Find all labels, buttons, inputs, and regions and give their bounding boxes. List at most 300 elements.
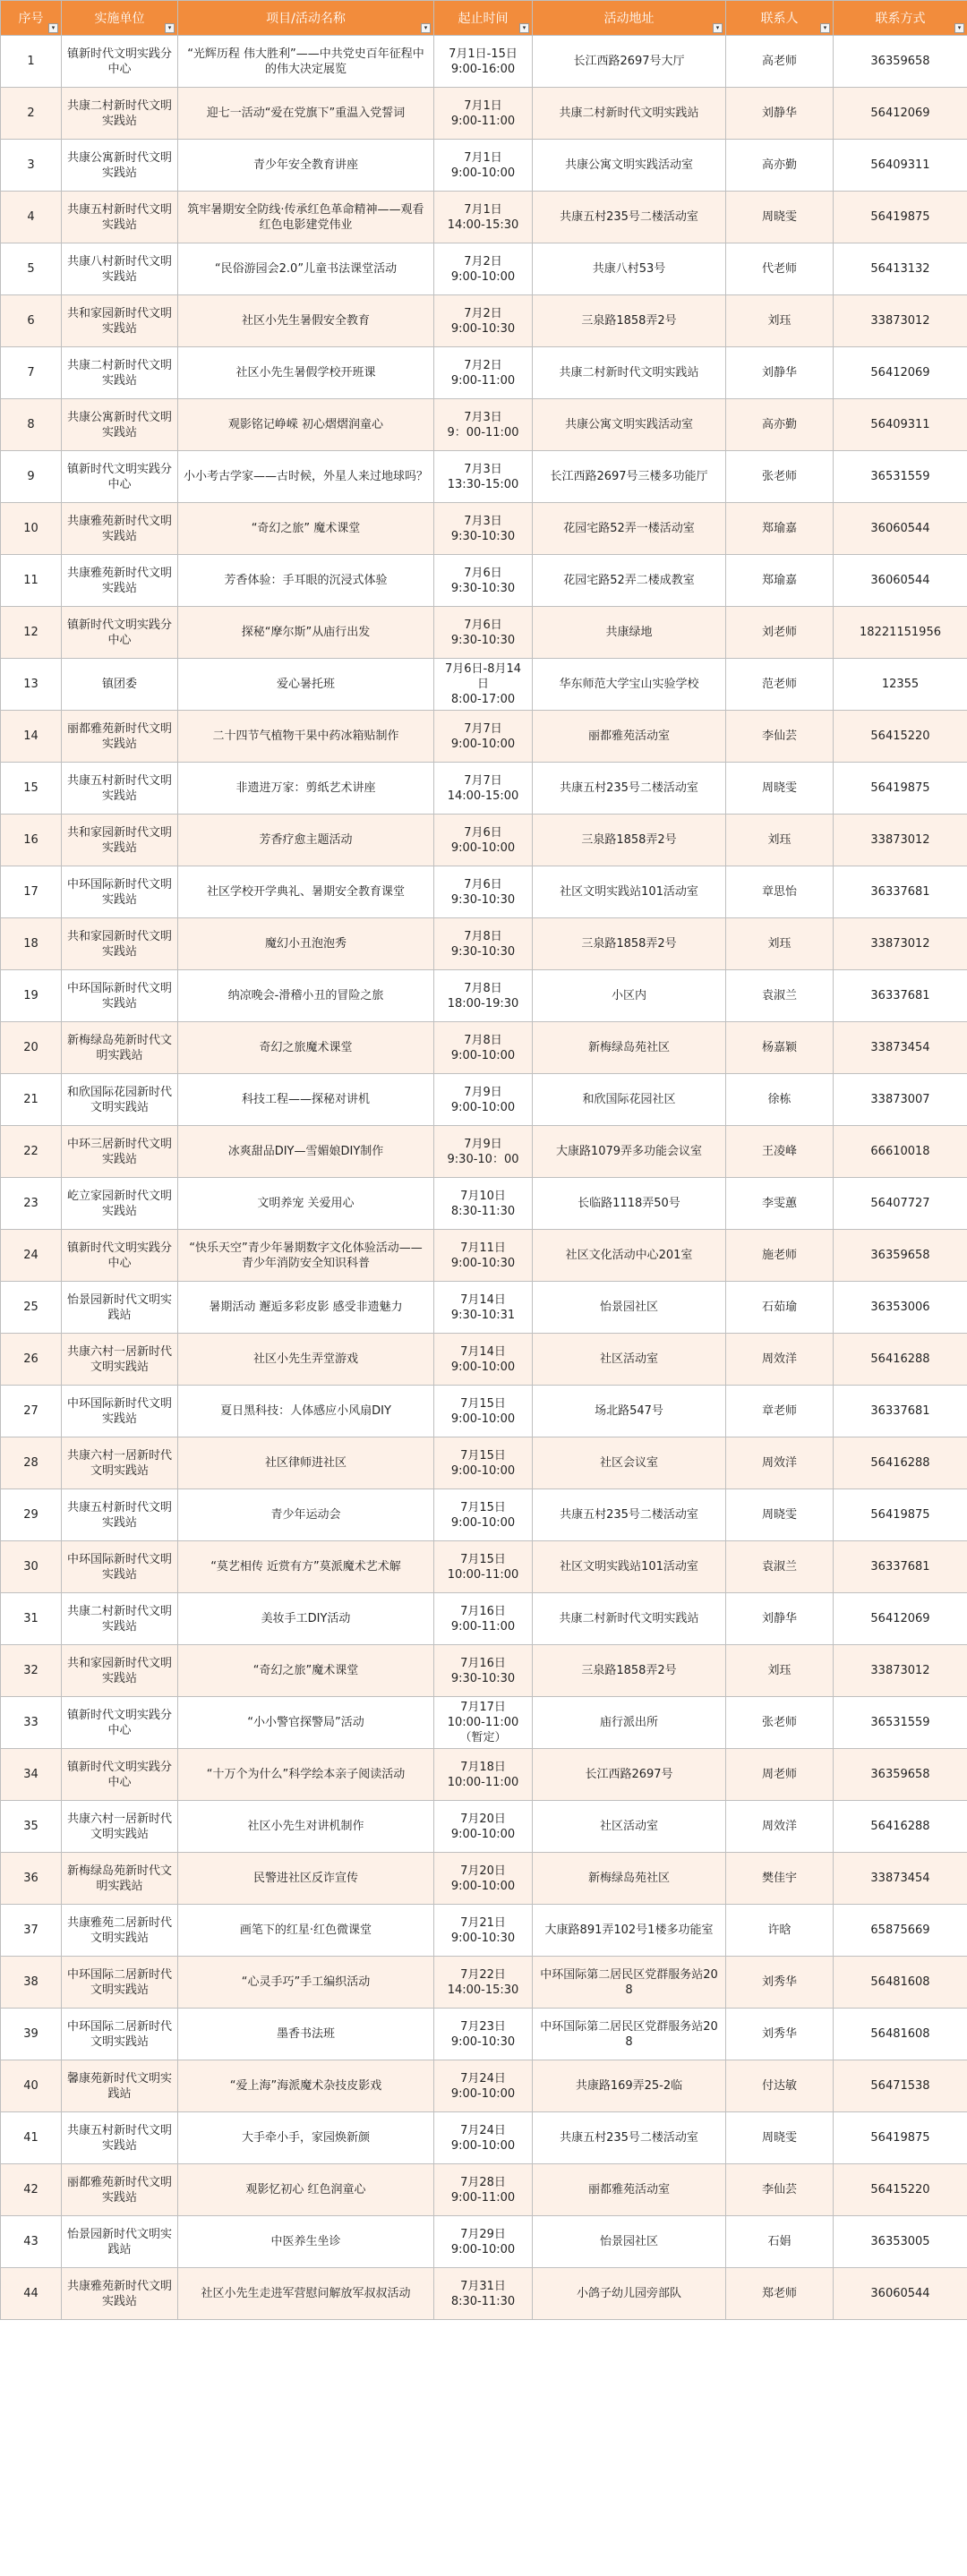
cell-time[interactable]: 7月8日 18:00-19:30 [434,970,533,1022]
cell-contact[interactable]: 刘秀华 [726,2009,834,2060]
cell-time[interactable]: 7月15日 9:00-10:00 [434,1437,533,1489]
cell-address[interactable]: 长临路1118弄50号 [533,1178,726,1230]
cell-address[interactable]: 大康路1079弄多功能会议室 [533,1126,726,1178]
cell-contact[interactable]: 周晓雯 [726,2112,834,2164]
cell-serial[interactable]: 31 [1,1593,62,1645]
cell-time[interactable]: 7月23日 9:00-10:30 [434,2009,533,2060]
cell-time[interactable]: 7月31日 8:30-11:30 [434,2268,533,2320]
cell-organizer[interactable]: 共康二村新时代文明实践站 [62,1593,178,1645]
cell-time[interactable]: 7月8日 9:00-10:00 [434,1022,533,1074]
cell-organizer[interactable]: 屹立家园新时代文明实践站 [62,1178,178,1230]
cell-serial[interactable]: 24 [1,1230,62,1282]
cell-phone[interactable]: 56416288 [834,1334,967,1386]
column-header-activity[interactable]: 项目/活动名称 ▾ [178,1,434,36]
cell-address[interactable]: 新梅绿岛苑社区 [533,1022,726,1074]
cell-serial[interactable]: 14 [1,711,62,763]
cell-activity[interactable]: 文明养宠 关爱用心 [178,1178,434,1230]
cell-serial[interactable]: 32 [1,1645,62,1697]
cell-organizer[interactable]: 共康公寓新时代文明实践站 [62,399,178,451]
cell-address[interactable]: 共康公寓文明实践活动室 [533,399,726,451]
cell-time[interactable]: 7月1日 14:00-15:30 [434,192,533,243]
cell-activity[interactable]: 冰爽甜品DIY—雪媚娘DIY制作 [178,1126,434,1178]
cell-time[interactable]: 7月24日 9:00-10:00 [434,2060,533,2112]
cell-activity[interactable]: “奇幻之旅” 魔术课堂 [178,503,434,555]
cell-address[interactable]: 新梅绿岛苑社区 [533,1853,726,1905]
cell-organizer[interactable]: 新梅绿岛苑新时代文明实践站 [62,1022,178,1074]
cell-activity[interactable]: 青少年运动会 [178,1489,434,1541]
cell-phone[interactable]: 36337681 [834,970,967,1022]
cell-phone[interactable]: 56419875 [834,763,967,815]
cell-address[interactable]: 小鸽子幼儿园旁部队 [533,2268,726,2320]
cell-organizer[interactable]: 中环国际新时代文明实践站 [62,1541,178,1593]
cell-phone[interactable]: 33873007 [834,1074,967,1126]
cell-serial[interactable]: 41 [1,2112,62,2164]
cell-time[interactable]: 7月24日 9:00-10:00 [434,2112,533,2164]
cell-serial[interactable]: 40 [1,2060,62,2112]
filter-dropdown-icon[interactable]: ▾ [820,23,830,33]
cell-serial[interactable]: 6 [1,295,62,347]
cell-activity[interactable]: 社区小先生暑假学校开班课 [178,347,434,399]
cell-phone[interactable]: 36060544 [834,555,967,607]
cell-contact[interactable]: 刘珏 [726,1645,834,1697]
cell-activity[interactable]: 观影铭记峥嵘 初心熠熠润童心 [178,399,434,451]
cell-time[interactable]: 7月3日 13:30-15:00 [434,451,533,503]
cell-activity[interactable]: 小小考古学家——古时候，外星人来过地球吗？ [178,451,434,503]
column-header-serial[interactable]: 序号 ▾ [1,1,62,36]
cell-organizer[interactable]: 共康六村一居新时代文明实践站 [62,1801,178,1853]
cell-time[interactable]: 7月6日-8月14日 8:00-17:00 [434,659,533,711]
cell-activity[interactable]: 青少年安全教育讲座 [178,140,434,192]
cell-time[interactable]: 7月15日 9:00-10:00 [434,1489,533,1541]
cell-contact[interactable]: 袁淑兰 [726,1541,834,1593]
filter-dropdown-icon[interactable]: ▾ [421,23,431,33]
cell-address[interactable]: 长江西路2697号三楼多功能厅 [533,451,726,503]
filter-dropdown-icon[interactable]: ▾ [519,23,529,33]
column-header-address[interactable]: 活动地址 ▾ [533,1,726,36]
cell-organizer[interactable]: 镇新时代文明实践分中心 [62,607,178,659]
cell-serial[interactable]: 36 [1,1853,62,1905]
cell-organizer[interactable]: 共康雅苑二居新时代文明实践站 [62,1905,178,1957]
cell-activity[interactable]: “小小警官探警局”活动 [178,1697,434,1749]
cell-activity[interactable]: 奇幻之旅魔术课堂 [178,1022,434,1074]
cell-address[interactable]: 社区活动室 [533,1801,726,1853]
cell-address[interactable]: 花园宅路52弄二楼成教室 [533,555,726,607]
cell-time[interactable]: 7月18日 10:00-11:00 [434,1749,533,1801]
cell-address[interactable]: 和欣国际花园社区 [533,1074,726,1126]
cell-contact[interactable]: 石娟 [726,2216,834,2268]
cell-contact[interactable]: 周效洋 [726,1437,834,1489]
cell-serial[interactable]: 20 [1,1022,62,1074]
cell-time[interactable]: 7月2日 9:00-10:30 [434,295,533,347]
cell-contact[interactable]: 郑老师 [726,2268,834,2320]
cell-address[interactable]: 共康路169弄25-2临 [533,2060,726,2112]
cell-contact[interactable]: 樊佳宇 [726,1853,834,1905]
cell-contact[interactable]: 张老师 [726,1697,834,1749]
cell-phone[interactable]: 36337681 [834,1541,967,1593]
cell-serial[interactable]: 23 [1,1178,62,1230]
cell-organizer[interactable]: 馨康苑新时代文明实践站 [62,2060,178,2112]
cell-serial[interactable]: 39 [1,2009,62,2060]
cell-activity[interactable]: 大手牵小手，家园焕新颜 [178,2112,434,2164]
cell-activity[interactable]: 暑期活动 邂逅多彩皮影 感受非遗魅力 [178,1282,434,1334]
cell-organizer[interactable]: 共康二村新时代文明实践站 [62,88,178,140]
cell-organizer[interactable]: 中环三居新时代文明实践站 [62,1126,178,1178]
cell-address[interactable]: 社区文明实践站101活动室 [533,866,726,918]
cell-activity[interactable]: 社区小先生暑假安全教育 [178,295,434,347]
cell-phone[interactable]: 56416288 [834,1801,967,1853]
cell-contact[interactable]: 刘珏 [726,815,834,866]
cell-contact[interactable]: 施老师 [726,1230,834,1282]
cell-contact[interactable]: 郑瑜嘉 [726,555,834,607]
cell-time[interactable]: 7月15日 9:00-10:00 [434,1386,533,1437]
cell-phone[interactable]: 56481608 [834,2009,967,2060]
cell-activity[interactable]: 魔幻小丑泡泡秀 [178,918,434,970]
cell-address[interactable]: 社区会议室 [533,1437,726,1489]
cell-time[interactable]: 7月16日 9:00-11:00 [434,1593,533,1645]
cell-serial[interactable]: 8 [1,399,62,451]
cell-phone[interactable]: 36531559 [834,451,967,503]
cell-activity[interactable]: “莫艺相传 近赏有方”莫派魔术艺术解 [178,1541,434,1593]
cell-address[interactable]: 共康五村235号二楼活动室 [533,763,726,815]
cell-phone[interactable]: 36060544 [834,2268,967,2320]
cell-phone[interactable]: 36359658 [834,1749,967,1801]
cell-phone[interactable]: 56471538 [834,2060,967,2112]
cell-organizer[interactable]: 镇新时代文明实践分中心 [62,1697,178,1749]
cell-activity[interactable]: 民警进社区反诈宣传 [178,1853,434,1905]
cell-phone[interactable]: 56481608 [834,1957,967,2009]
cell-time[interactable]: 7月17日 10:00-11:00 （暂定） [434,1697,533,1749]
cell-serial[interactable]: 13 [1,659,62,711]
cell-contact[interactable]: 付达敏 [726,2060,834,2112]
cell-address[interactable]: 长江西路2697号大厅 [533,36,726,88]
cell-serial[interactable]: 3 [1,140,62,192]
cell-contact[interactable]: 石茹瑜 [726,1282,834,1334]
cell-activity[interactable]: 纳凉晚会-滑稽小丑的冒险之旅 [178,970,434,1022]
cell-time[interactable]: 7月22日 14:00-15:30 [434,1957,533,2009]
cell-time[interactable]: 7月20日 9:00-10:00 [434,1801,533,1853]
cell-organizer[interactable]: 新梅绿岛苑新时代文明实践站 [62,1853,178,1905]
cell-organizer[interactable]: 中环国际新时代文明实践站 [62,1386,178,1437]
cell-serial[interactable]: 38 [1,1957,62,2009]
cell-serial[interactable]: 15 [1,763,62,815]
filter-dropdown-icon[interactable]: ▾ [954,23,964,33]
cell-contact[interactable]: 高老师 [726,36,834,88]
cell-activity[interactable]: 二十四节气植物干果中药冰箱贴制作 [178,711,434,763]
cell-address[interactable]: 共康五村235号二楼活动室 [533,192,726,243]
cell-serial[interactable]: 21 [1,1074,62,1126]
cell-address[interactable]: 中环国际第二居民区党群服务站208 [533,1957,726,2009]
cell-serial[interactable]: 9 [1,451,62,503]
cell-address[interactable]: 三泉路1858弄2号 [533,1645,726,1697]
cell-serial[interactable]: 28 [1,1437,62,1489]
cell-organizer[interactable]: 共康五村新时代文明实践站 [62,763,178,815]
cell-phone[interactable]: 66610018 [834,1126,967,1178]
cell-contact[interactable]: 张老师 [726,451,834,503]
cell-phone[interactable]: 18221151956 [834,607,967,659]
cell-serial[interactable]: 16 [1,815,62,866]
cell-time[interactable]: 7月7日 14:00-15:00 [434,763,533,815]
cell-serial[interactable]: 12 [1,607,62,659]
cell-address[interactable]: 中环国际第二居民区党群服务站208 [533,2009,726,2060]
cell-phone[interactable]: 56412069 [834,1593,967,1645]
cell-serial[interactable]: 17 [1,866,62,918]
cell-serial[interactable]: 1 [1,36,62,88]
cell-serial[interactable]: 2 [1,88,62,140]
cell-phone[interactable]: 65875669 [834,1905,967,1957]
cell-time[interactable]: 7月6日 9:30-10:30 [434,607,533,659]
cell-phone[interactable]: 56419875 [834,1489,967,1541]
cell-organizer[interactable]: 中环国际新时代文明实践站 [62,866,178,918]
cell-time[interactable]: 7月15日 10:00-11:00 [434,1541,533,1593]
cell-phone[interactable]: 36337681 [834,866,967,918]
cell-contact[interactable]: 刘静华 [726,88,834,140]
cell-phone[interactable]: 56416288 [834,1437,967,1489]
cell-contact[interactable]: 李雯蕙 [726,1178,834,1230]
cell-time[interactable]: 7月9日 9:30-10：00 [434,1126,533,1178]
cell-phone[interactable]: 36531559 [834,1697,967,1749]
cell-organizer[interactable]: 中环国际二居新时代文明实践站 [62,2009,178,2060]
cell-contact[interactable]: 徐栋 [726,1074,834,1126]
cell-serial[interactable]: 18 [1,918,62,970]
cell-phone[interactable]: 33873012 [834,918,967,970]
cell-address[interactable]: 庙行派出所 [533,1697,726,1749]
cell-phone[interactable]: 56412069 [834,347,967,399]
cell-time[interactable]: 7月1日 9:00-10:00 [434,140,533,192]
column-header-time[interactable]: 起止时间 ▾ [434,1,533,36]
cell-organizer[interactable]: 中环国际新时代文明实践站 [62,970,178,1022]
cell-activity[interactable]: “光辉历程 伟大胜利”——中共党史百年征程中的伟大决定展览 [178,36,434,88]
cell-organizer[interactable]: 怡景园新时代文明实践站 [62,2216,178,2268]
cell-activity[interactable]: 社区学校开学典礼、暑期安全教育课堂 [178,866,434,918]
cell-time[interactable]: 7月6日 9:30-10:30 [434,555,533,607]
cell-phone[interactable]: 36359658 [834,36,967,88]
cell-contact[interactable]: 王凌峰 [726,1126,834,1178]
cell-organizer[interactable]: 共和家园新时代文明实践站 [62,815,178,866]
cell-activity[interactable]: 筑牢暑期安全防线·传承红色革命精神——观看红色电影建党伟业 [178,192,434,243]
cell-address[interactable]: 共康二村新时代文明实践站 [533,88,726,140]
cell-organizer[interactable]: 共康五村新时代文明实践站 [62,192,178,243]
cell-activity[interactable]: 中医养生坐诊 [178,2216,434,2268]
cell-contact[interactable]: 周老师 [726,1749,834,1801]
cell-organizer[interactable]: 镇团委 [62,659,178,711]
cell-phone[interactable]: 56415220 [834,2164,967,2216]
cell-activity[interactable]: “爱上海”海派魔术杂技皮影戏 [178,2060,434,2112]
cell-address[interactable]: 丽都雅苑活动室 [533,2164,726,2216]
column-header-contact[interactable]: 联系人 ▾ [726,1,834,36]
cell-contact[interactable]: 杨嘉颖 [726,1022,834,1074]
cell-contact[interactable]: 刘静华 [726,347,834,399]
cell-phone[interactable]: 36353005 [834,2216,967,2268]
cell-activity[interactable]: “奇幻之旅”魔术课堂 [178,1645,434,1697]
cell-activity[interactable]: 社区小先生走进军营慰问解放军叔叔活动 [178,2268,434,2320]
cell-serial[interactable]: 34 [1,1749,62,1801]
cell-address[interactable]: 大康路891弄102号1楼多功能室 [533,1905,726,1957]
cell-time[interactable]: 7月14日 9:30-10:31 [434,1282,533,1334]
cell-activity[interactable]: 美妆手工DIY活动 [178,1593,434,1645]
cell-phone[interactable]: 56409311 [834,140,967,192]
cell-organizer[interactable]: 丽都雅苑新时代文明实践站 [62,711,178,763]
column-header-organizer[interactable]: 实施单位 ▾ [62,1,178,36]
cell-activity[interactable]: 画笔下的红星·红色微课堂 [178,1905,434,1957]
cell-contact[interactable]: 周效洋 [726,1334,834,1386]
cell-address[interactable]: 共康五村235号二楼活动室 [533,1489,726,1541]
cell-contact[interactable]: 高亦勤 [726,399,834,451]
cell-contact[interactable]: 范老师 [726,659,834,711]
filter-dropdown-icon[interactable]: ▾ [165,23,175,33]
cell-time[interactable]: 7月3日 9:30-10:30 [434,503,533,555]
cell-phone[interactable]: 36353006 [834,1282,967,1334]
cell-address[interactable]: 共康绿地 [533,607,726,659]
cell-serial[interactable]: 7 [1,347,62,399]
cell-address[interactable]: 社区文化活动中心201室 [533,1230,726,1282]
cell-organizer[interactable]: 共康六村一居新时代文明实践站 [62,1437,178,1489]
cell-address[interactable]: 社区活动室 [533,1334,726,1386]
cell-contact[interactable]: 章思怡 [726,866,834,918]
cell-time[interactable]: 7月6日 9:30-10:30 [434,866,533,918]
cell-activity[interactable]: 观影忆初心 红色润童心 [178,2164,434,2216]
cell-contact[interactable]: 周晓雯 [726,763,834,815]
cell-serial[interactable]: 35 [1,1801,62,1853]
cell-serial[interactable]: 29 [1,1489,62,1541]
cell-address[interactable]: 花园宅路52弄一楼活动室 [533,503,726,555]
cell-activity[interactable]: 夏日黑科技：人体感应小风扇DIY [178,1386,434,1437]
cell-contact[interactable]: 袁淑兰 [726,970,834,1022]
cell-organizer[interactable]: 共康二村新时代文明实践站 [62,347,178,399]
cell-organizer[interactable]: 丽都雅苑新时代文明实践站 [62,2164,178,2216]
cell-activity[interactable]: “民俗游园会2.0”儿童书法课堂活动 [178,243,434,295]
cell-organizer[interactable]: 共和家园新时代文明实践站 [62,918,178,970]
cell-time[interactable]: 7月8日 9:30-10:30 [434,918,533,970]
cell-organizer[interactable]: 共康雅苑新时代文明实践站 [62,503,178,555]
cell-time[interactable]: 7月1日-15日 9:00-16:00 [434,36,533,88]
cell-phone[interactable]: 56415220 [834,711,967,763]
cell-organizer[interactable]: 共康五村新时代文明实践站 [62,2112,178,2164]
cell-time[interactable]: 7月3日 9：00-11:00 [434,399,533,451]
cell-address[interactable]: 三泉路1858弄2号 [533,295,726,347]
cell-contact[interactable]: 刘秀华 [726,1957,834,2009]
cell-address[interactable]: 共康公寓文明实践活动室 [533,140,726,192]
cell-activity[interactable]: 墨香书法班 [178,2009,434,2060]
cell-time[interactable]: 7月2日 9:00-11:00 [434,347,533,399]
cell-contact[interactable]: 章老师 [726,1386,834,1437]
cell-phone[interactable]: 56419875 [834,2112,967,2164]
cell-contact[interactable]: 刘珏 [726,295,834,347]
filter-dropdown-icon[interactable]: ▾ [713,23,723,33]
cell-time[interactable]: 7月1日 9:00-11:00 [434,88,533,140]
cell-organizer[interactable]: 共康公寓新时代文明实践站 [62,140,178,192]
cell-address[interactable]: 怡景园社区 [533,2216,726,2268]
cell-serial[interactable]: 22 [1,1126,62,1178]
cell-phone[interactable]: 56412069 [834,88,967,140]
cell-organizer[interactable]: 共康八村新时代文明实践站 [62,243,178,295]
cell-organizer[interactable]: 怡景园新时代文明实践站 [62,1282,178,1334]
cell-phone[interactable]: 36337681 [834,1386,967,1437]
cell-organizer[interactable]: 和欣国际花园新时代文明实践站 [62,1074,178,1126]
cell-organizer[interactable]: 共康五村新时代文明实践站 [62,1489,178,1541]
cell-activity[interactable]: 迎七一活动“爱在党旗下”重温入党誓词 [178,88,434,140]
cell-activity[interactable]: 芳香疗愈主题活动 [178,815,434,866]
cell-organizer[interactable]: 镇新时代文明实践分中心 [62,1749,178,1801]
cell-phone[interactable]: 36060544 [834,503,967,555]
cell-address[interactable]: 共康二村新时代文明实践站 [533,347,726,399]
cell-serial[interactable]: 10 [1,503,62,555]
cell-contact[interactable]: 刘珏 [726,918,834,970]
cell-organizer[interactable]: 镇新时代文明实践分中心 [62,1230,178,1282]
cell-time[interactable]: 7月21日 9:00-10:30 [434,1905,533,1957]
cell-contact[interactable]: 许晗 [726,1905,834,1957]
cell-serial[interactable]: 37 [1,1905,62,1957]
cell-phone[interactable]: 33873454 [834,1022,967,1074]
cell-organizer[interactable]: 共康雅苑新时代文明实践站 [62,2268,178,2320]
cell-address[interactable]: 三泉路1858弄2号 [533,918,726,970]
cell-address[interactable]: 场北路547号 [533,1386,726,1437]
cell-time[interactable]: 7月6日 9:00-10:00 [434,815,533,866]
cell-serial[interactable]: 42 [1,2164,62,2216]
cell-organizer[interactable]: 镇新时代文明实践分中心 [62,36,178,88]
cell-contact[interactable]: 周效洋 [726,1801,834,1853]
cell-organizer[interactable]: 镇新时代文明实践分中心 [62,451,178,503]
cell-organizer[interactable]: 中环国际二居新时代文明实践站 [62,1957,178,2009]
cell-activity[interactable]: 非遗进万家：剪纸艺术讲座 [178,763,434,815]
cell-activity[interactable]: 探秘“摩尔斯”从庙行出发 [178,607,434,659]
cell-serial[interactable]: 30 [1,1541,62,1593]
cell-time[interactable]: 7月7日 9:00-10:00 [434,711,533,763]
cell-phone[interactable]: 56409311 [834,399,967,451]
cell-time[interactable]: 7月11日 9:00-10:30 [434,1230,533,1282]
cell-address[interactable]: 长江西路2697号 [533,1749,726,1801]
cell-address[interactable]: 社区文明实践站101活动室 [533,1541,726,1593]
cell-activity[interactable]: 社区律师进社区 [178,1437,434,1489]
cell-contact[interactable]: 代老师 [726,243,834,295]
cell-organizer[interactable]: 共和家园新时代文明实践站 [62,295,178,347]
cell-serial[interactable]: 43 [1,2216,62,2268]
cell-organizer[interactable]: 共康雅苑新时代文明实践站 [62,555,178,607]
cell-activity[interactable]: “心灵手巧”手工编织活动 [178,1957,434,2009]
cell-time[interactable]: 7月14日 9:00-10:00 [434,1334,533,1386]
cell-activity[interactable]: 科技工程——探秘对讲机 [178,1074,434,1126]
cell-activity[interactable]: 社区小先生对讲机制作 [178,1801,434,1853]
cell-time[interactable]: 7月20日 9:00-10:00 [434,1853,533,1905]
cell-contact[interactable]: 李仙芸 [726,711,834,763]
cell-time[interactable]: 7月9日 9:00-10:00 [434,1074,533,1126]
cell-phone[interactable]: 36359658 [834,1230,967,1282]
cell-phone[interactable]: 33873012 [834,815,967,866]
cell-serial[interactable]: 27 [1,1386,62,1437]
cell-contact[interactable]: 高亦勤 [726,140,834,192]
filter-dropdown-icon[interactable]: ▾ [48,23,58,33]
cell-activity[interactable]: 爱心暑托班 [178,659,434,711]
cell-organizer[interactable]: 共康六村一居新时代文明实践站 [62,1334,178,1386]
cell-address[interactable]: 三泉路1858弄2号 [533,815,726,866]
cell-time[interactable]: 7月2日 9:00-10:00 [434,243,533,295]
cell-serial[interactable]: 25 [1,1282,62,1334]
cell-contact[interactable]: 周晓雯 [726,1489,834,1541]
cell-address[interactable]: 小区内 [533,970,726,1022]
cell-activity[interactable]: “快乐天空”青少年暑期数字文化体验活动——青少年消防安全知识科普 [178,1230,434,1282]
cell-contact[interactable]: 刘静华 [726,1593,834,1645]
cell-time[interactable]: 7月10日 8:30-11:30 [434,1178,533,1230]
cell-address[interactable]: 共康八村53号 [533,243,726,295]
cell-serial[interactable]: 11 [1,555,62,607]
cell-serial[interactable]: 26 [1,1334,62,1386]
cell-serial[interactable]: 4 [1,192,62,243]
cell-contact[interactable]: 周晓雯 [726,192,834,243]
cell-address[interactable]: 丽都雅苑活动室 [533,711,726,763]
cell-address[interactable]: 华东师范大学宝山实验学校 [533,659,726,711]
cell-phone[interactable]: 56407727 [834,1178,967,1230]
cell-phone[interactable]: 33873454 [834,1853,967,1905]
cell-activity[interactable]: 社区小先生弄堂游戏 [178,1334,434,1386]
